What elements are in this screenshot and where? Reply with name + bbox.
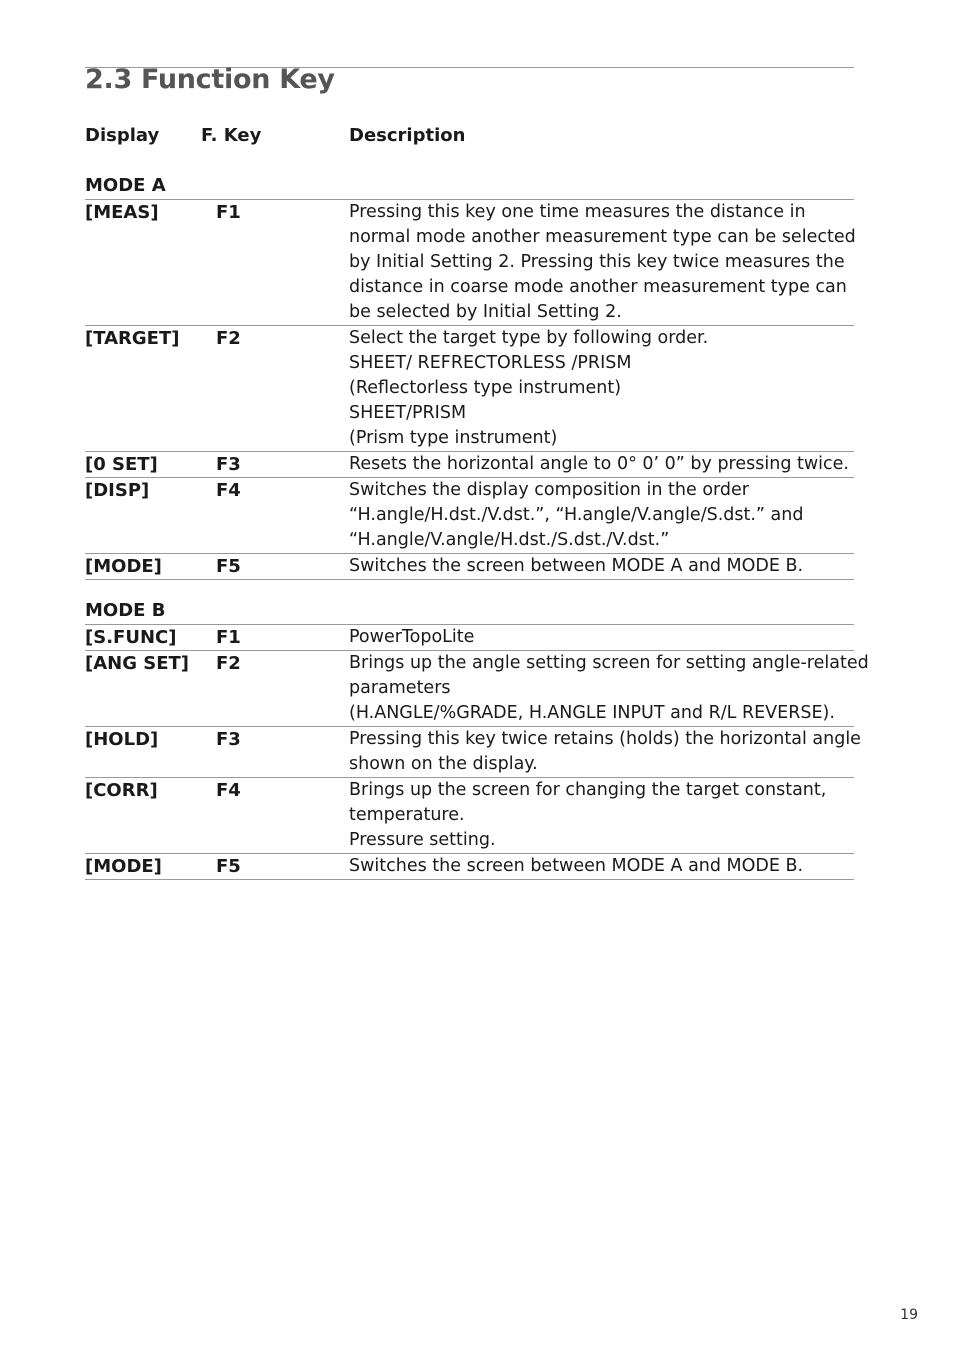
description [349,625,854,650]
function-key-label: F1 [216,627,241,648]
description-line: “H.angle/V.angle/H.dst./S.dst./V.dst.” [349,530,670,550]
display-key-label: [DISP] [85,480,150,501]
function-key-label: F5 [216,856,241,877]
table-row [85,727,861,778]
description-line: Brings up the angle setting screen for setting angle-related [349,653,869,673]
header-display: Display [85,125,160,146]
mode-a-table [85,199,854,580]
description-line: be selected by Initial Setting 2. [349,302,622,322]
function-key-label: F2 [216,653,241,674]
description-line: Pressing this key twice retains (holds) the horizontal angle [349,729,861,749]
table-row [85,200,854,326]
description-line: (Reflectorless type instrument) [349,378,622,398]
page-number: 19 [900,1307,918,1323]
display-key-label: [ANG SET] [85,653,190,674]
description-line: Select the target type by following order. [349,328,709,348]
function-key-label: F3 [216,729,241,750]
description-line: parameters [349,678,451,698]
description-line: SHEET/PRISM [349,403,467,423]
description-line: Resets the horizontal angle to 0° 0’ 0” by pressing twice. [349,454,849,474]
description-line: SHEET/ REFRECTORLESS /PRISM [349,353,632,373]
display-key-label: [0 SET] [85,454,158,475]
description [349,478,854,553]
display-key-label: [MODE] [85,856,162,877]
function-key-label: F3 [216,454,241,475]
description [349,778,854,853]
function-key-label: F1 [216,202,241,223]
description-line: shown on the display. [349,754,538,774]
table-row [85,326,854,452]
description-line: PowerTopoLite [349,627,475,647]
description [349,554,854,579]
function-key-label: F2 [216,328,241,349]
mode-b-table [85,624,869,880]
table-row [85,452,854,478]
table-row [85,554,854,580]
table-row [85,854,854,880]
description-line: (Prism type instrument) [349,428,558,448]
header-fkey: F. Key [201,125,262,146]
function-key-label: F5 [216,556,241,577]
description-line: by Initial Setting 2. Pressing this key twice measures the [349,252,845,272]
description-line: (H.ANGLE/%GRADE, H.ANGLE INPUT and R/L REVERSE). [349,703,835,723]
display-key-label: [TARGET] [85,328,180,349]
display-key-label: [MEAS] [85,202,159,223]
display-key-label: [CORR] [85,780,158,801]
table-row [85,478,854,554]
description [349,452,854,477]
description [349,651,869,726]
description-line: “H.angle/H.dst./V.dst.”, “H.angle/V.angle/S.dst.” and [349,505,804,525]
table-row [85,778,854,854]
mode-a-label: MODE A [85,175,166,196]
description [349,854,854,879]
description [349,727,861,777]
description-line: Switches the screen between MODE A and MODE B. [349,856,804,876]
description-line: Switches the screen between MODE A and MODE B. [349,556,804,576]
table-row [85,625,854,651]
description-line: Pressing this key one time measures the distance in [349,202,806,222]
header-description: Description [349,125,466,146]
description-line: normal mode another measurement type can be selected [349,227,856,247]
description [349,326,854,451]
description-line: Brings up the screen for changing the target constant, [349,780,827,800]
mode-b-label: MODE B [85,600,166,621]
description-line: distance in coarse mode another measurement type can [349,277,847,297]
description-line: Switches the display composition in the order [349,480,750,500]
display-key-label: [S.FUNC] [85,627,177,648]
description-line: Pressure setting. [349,830,496,850]
display-key-label: [MODE] [85,556,162,577]
description-line: temperature. [349,805,465,825]
function-key-label: F4 [216,780,241,801]
display-key-label: [HOLD] [85,729,159,750]
table-row [85,651,869,727]
function-key-label: F4 [216,480,241,501]
page-title: 2.3 Function Key [85,64,335,95]
description [349,200,854,325]
